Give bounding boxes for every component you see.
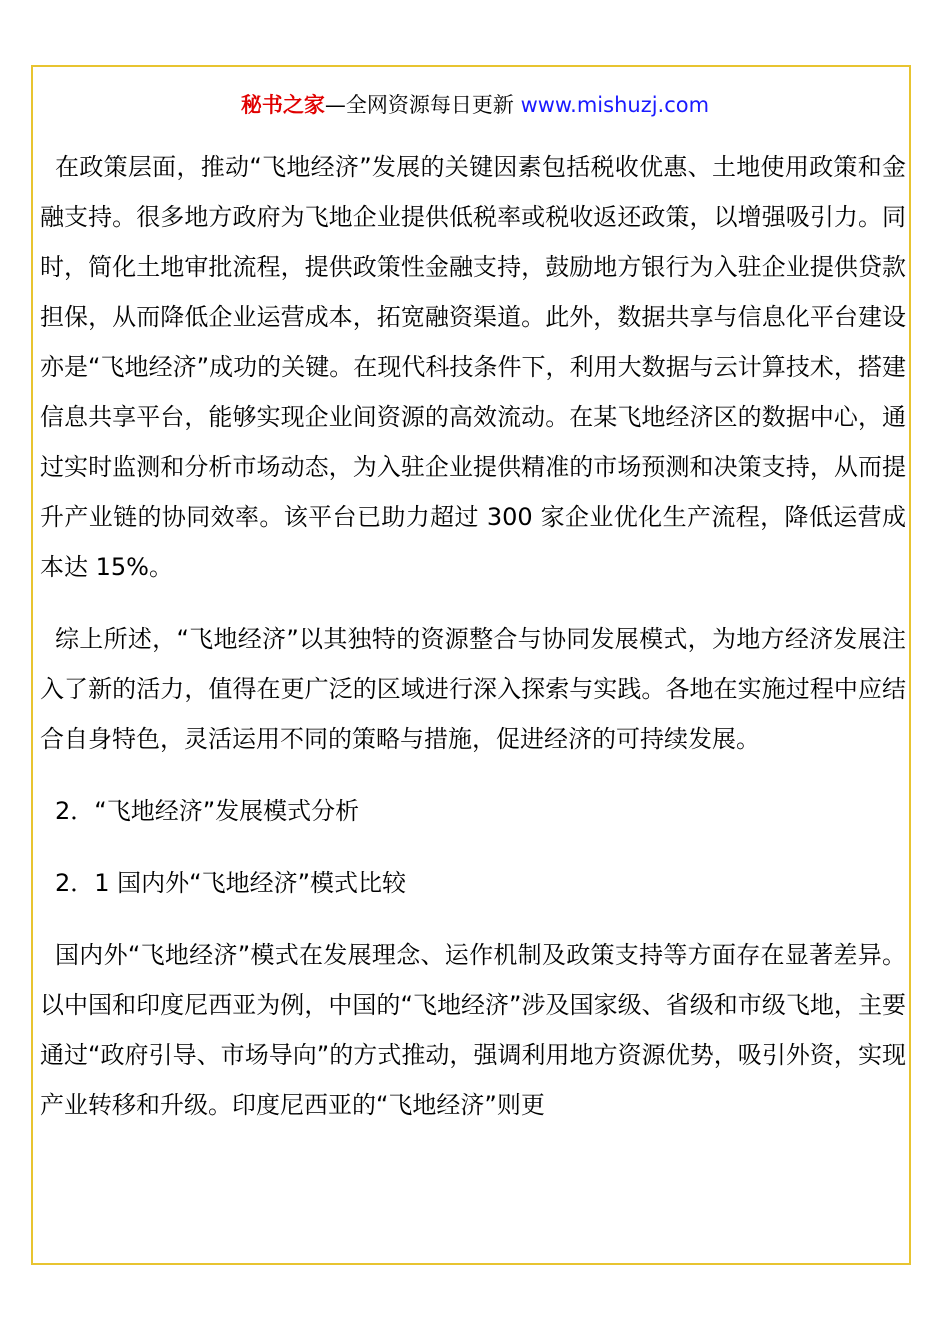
paragraph-summary: 综上所述，“飞地经济”以其独特的资源整合与协同发展模式，为地方经济发展注入了新的活力，值得在更广泛的区域进行深入探索与实践。各地在实施过程中应结合自身特色，灵活运用不同的策略与措施，促进经济的可持续发展。 [40, 625, 906, 753]
paragraph-policy: 在政策层面，推动“飞地经济”发展的关键因素包括税收优惠、土地使用政策和金融支持。很多地方政府为飞地企业提供低税率或税收返还政策，以增强吸引力。同时，简化土地审批流程，提供政策性金融支持，鼓励地方银行为入驻企业提供贷款担保，从而降低企业运营成本，拓宽融资渠道。此外，数据共享与信息化平台建设亦是“飞地经济”成功的关键。在现代科技条件下，利用大数据与云计算技术，搭建信息共享平台，能够实现企业间资源的高效流动。在某飞地经济区的数据中心，通过实时监测和分析市场动态，为入驻企业提供精准的市场预测和决策支持，从而提升产业链的协同效率。该平台已助力超过 300 家企业优化生产流程，降低运营成本达 15%。 [40, 153, 906, 581]
document-body [40, 142, 906, 1152]
header-tagline: —全网资源每日更新 [324, 93, 514, 117]
paragraph-comparison: 国内外“飞地经济”模式在发展理念、运作机制及政策支持等方面存在显著差异。以中国和印度尼西亚为例，中国的“飞地经济”涉及国家级、省级和市级飞地，主要通过“政府引导、市场导向”的方式推动，强调利用地方资源优势，吸引外资，实现产业转移和升级。印度尼西亚的“飞地经济”则更 [40, 941, 906, 1119]
section-heading-2: 2．“飞地经济”发展模式分析 [55, 797, 360, 825]
site-url-link[interactable]: www.mishuzj.com [520, 93, 710, 117]
section-heading-2-1: 2．1 国内外“飞地经济”模式比较 [55, 869, 407, 897]
brand-name: 秘书之家 [240, 93, 325, 117]
page-header [0, 88, 950, 122]
